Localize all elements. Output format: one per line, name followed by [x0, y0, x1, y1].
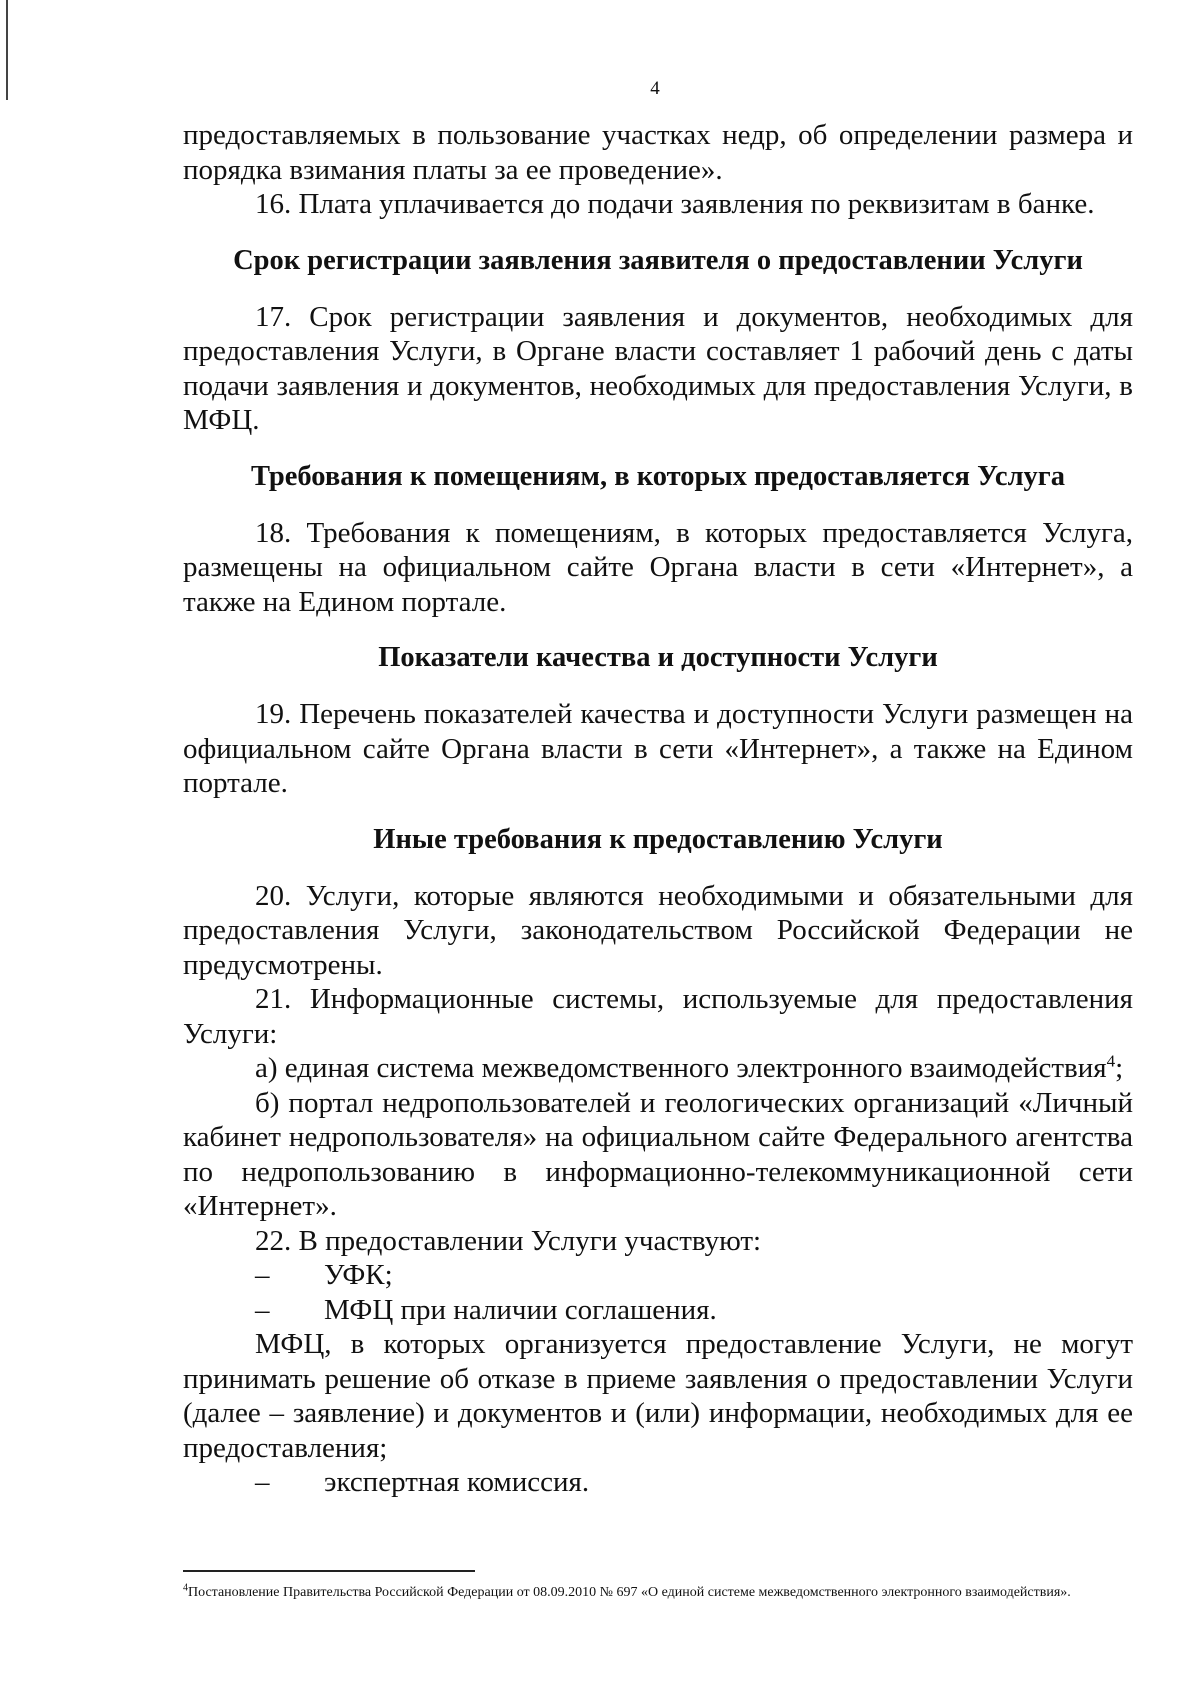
section-heading: Иные требования к предоставлению Услуги	[373, 823, 943, 855]
spacer	[183, 675, 1133, 697]
paragraph	[183, 982, 1133, 1051]
paragraph	[183, 697, 1133, 801]
paragraph-text: 16. Плата уплачивается до подачи заявления по реквизитам в банке.	[255, 188, 1095, 220]
paragraph	[183, 187, 1133, 222]
paragraph-text-tail: ;	[1115, 1052, 1124, 1084]
section-heading: Показатели качества и доступности Услуги	[378, 642, 938, 673]
paragraph-text: а) единая система межведомственного электронного взаимодействия	[255, 1052, 1107, 1084]
paragraph	[183, 1224, 1133, 1259]
paragraph	[183, 1051, 1133, 1086]
footnote-text: Постановление Правительства Российской Федерации от 08.09.2010 № 697 «О единой системе межведомственного электронного взаимодействия».	[188, 1585, 1071, 1600]
spacer	[183, 619, 1133, 641]
paragraph-text: 18. Требования к помещениям, в которых предоставляется Услуга, размещены на официальном сайте Органа власти в сети «Интернет», а также на Едином портале.	[183, 516, 1133, 618]
paragraph	[183, 879, 1133, 983]
spacer	[183, 222, 1133, 244]
dash-item-text: экспертная комиссия.	[324, 1466, 590, 1498]
dash-list-item	[183, 1293, 1133, 1328]
section-heading: Требования к помещениям, в которых предоставляется Услуга	[250, 460, 1066, 492]
paragraph-text: предоставляемых в пользование участках недр, об определении размера и порядка взимания платы за ее проведение».	[183, 119, 1133, 186]
document-body	[183, 118, 1133, 1500]
paragraph-text: МФЦ, в которых организуется предоставление Услуги, не могут принимать решение об отказе в приеме заявления о предоставлении Услуги (далее – заявление) и документов и (или) информации, необходимых для ее предоставления;	[183, 1328, 1133, 1464]
paragraph	[183, 1086, 1133, 1224]
paragraph-text: 20. Услуги, которые являются необходимыми и обязательными для предоставления Услуги, законодательством Российской Федерации не предусмотрены.	[183, 879, 1133, 981]
dash-list-item	[183, 1258, 1133, 1293]
paragraph	[183, 118, 1133, 187]
paragraph-text: б) портал недропользователей и геологических организаций «Личный кабинет недропользователя» на официальном сайте Федерального агентства по недропользованию в информационно-телекоммуникационной сети «Интернет».	[183, 1086, 1133, 1222]
paragraph	[183, 300, 1133, 438]
dash-marker: –	[255, 1466, 270, 1498]
paragraph-text: 19. Перечень показателей качества и доступности Услуги размещен на официальном сайте Органа власти в сети «Интернет», а также на Едином портале.	[183, 698, 1133, 799]
paragraph	[183, 1327, 1133, 1465]
spacer	[183, 857, 1133, 879]
spacer	[183, 801, 1133, 823]
page-number: 4	[650, 78, 660, 99]
spacer	[183, 278, 1133, 300]
paragraph	[183, 516, 1133, 620]
section-heading: Срок регистрации заявления заявителя о предоставлении Услуги	[233, 244, 1083, 276]
dash-marker: –	[255, 1293, 270, 1326]
dash-marker: –	[255, 1259, 270, 1291]
paragraph-text: 17. Срок регистрации заявления и документов, необходимых для предоставления Услуги, в Органе власти составляет 1 рабочий день с даты подачи заявления и документов, необходимых для предоставления Услуги, в МФЦ.	[183, 300, 1133, 436]
dash-list-item	[183, 1465, 1133, 1500]
scan-margin-line	[6, 0, 8, 100]
spacer	[183, 494, 1133, 516]
footnote-separator	[183, 1570, 475, 1572]
dash-item-text: МФЦ при наличии соглашения.	[324, 1293, 717, 1326]
spacer	[183, 438, 1133, 460]
footnote-reference: 4	[1106, 1051, 1116, 1071]
footnote-marker: 4	[183, 1582, 188, 1594]
paragraph-text: 21. Информационные системы, используемые для предоставления Услуги:	[183, 983, 1133, 1050]
footnote	[183, 1582, 1133, 1604]
paragraph-text: 22. В предоставлении Услуги участвуют:	[255, 1224, 762, 1257]
dash-item-text: УФК;	[324, 1259, 393, 1291]
